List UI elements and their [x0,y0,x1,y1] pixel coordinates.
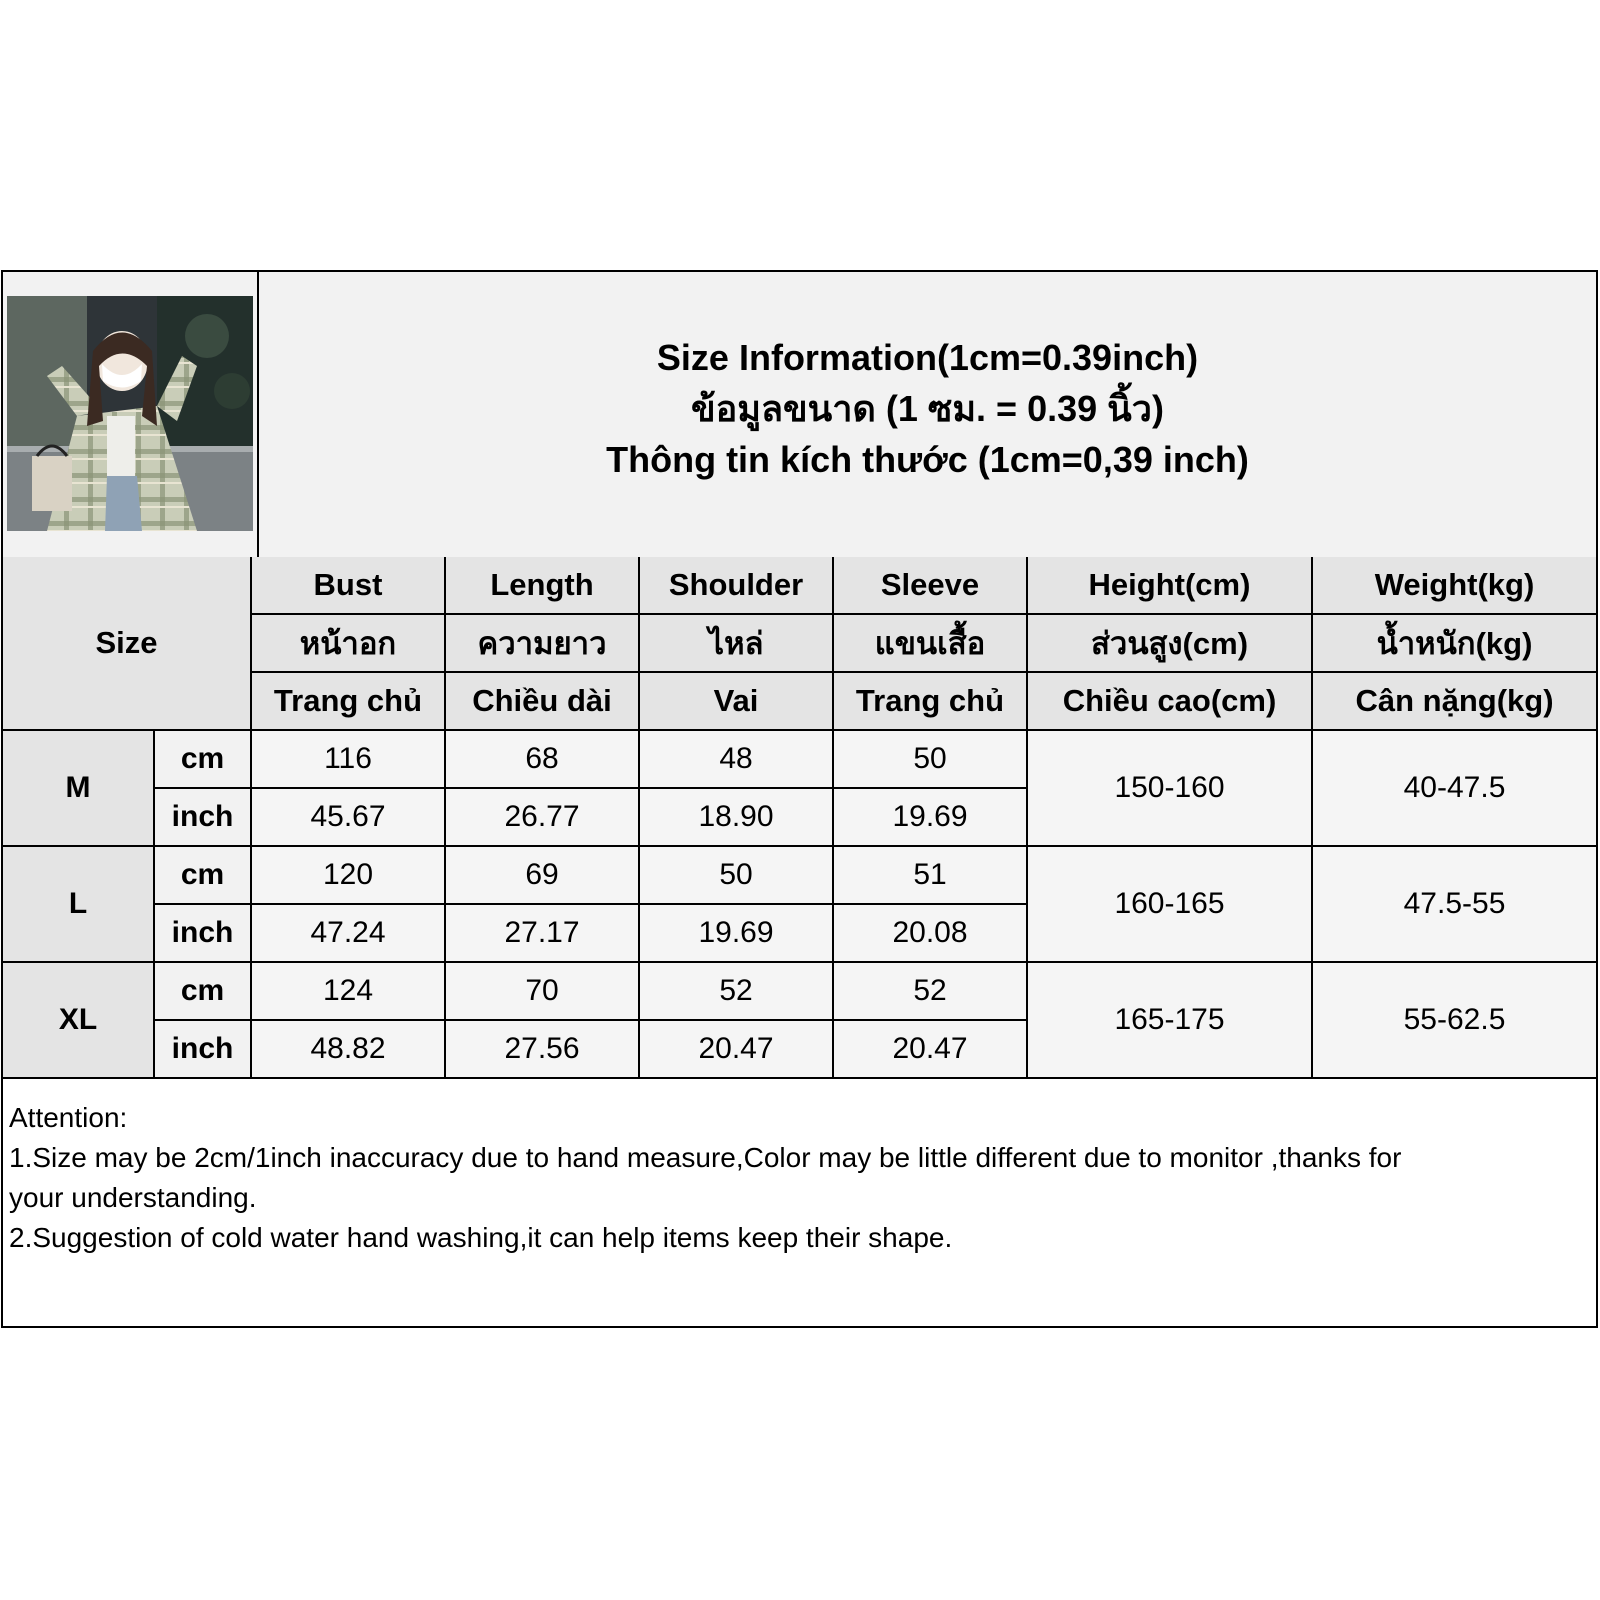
value-cell: 51 [833,846,1027,904]
size-chart-sheet [1,270,1598,1328]
unit-cell: inch [154,1020,251,1078]
value-cell: 124 [251,962,445,1020]
value-cell: 50 [639,846,833,904]
value-cell: 47.24 [251,904,445,962]
value-cell: 50 [833,730,1027,788]
note-line: your understanding. [9,1182,257,1213]
table-row [3,962,1596,1020]
column-header: แขนเสื้อ [833,614,1027,672]
model-in-plaid-shirt-image [7,296,253,531]
table-row [3,730,1596,788]
column-header: Length [445,557,639,614]
unit-cell: cm [154,730,251,788]
value-cell: 52 [833,962,1027,1020]
value-cell: 45.67 [251,788,445,846]
table-row [3,846,1596,904]
value-cell: 20.08 [833,904,1027,962]
product-photo [7,296,253,531]
value-cell: 19.69 [639,904,833,962]
size-name-cell: L [3,846,154,962]
unit-cell: inch [154,904,251,962]
header-band [3,272,1596,559]
height-range-cell: 150-160 [1027,730,1312,846]
size-name-cell: M [3,730,154,846]
value-cell: 19.69 [833,788,1027,846]
title-vietnamese: Thông tin kích thước (1cm=0,39 inch) [606,439,1249,480]
column-header: น้ำหนัก(kg) [1312,614,1596,672]
value-cell: 69 [445,846,639,904]
value-cell: 20.47 [639,1020,833,1078]
size-information-title [259,332,1596,485]
column-header: Vai [639,672,833,730]
product-photo-cell [3,272,259,557]
size-name-cell: XL [3,962,154,1078]
column-header: หน้าอก [251,614,445,672]
unit-cell: cm [154,962,251,1020]
note-line: 2.Suggestion of cold water hand washing,it can help items keep their shape. [9,1222,953,1253]
weight-range-cell: 40-47.5 [1312,730,1596,846]
value-cell: 120 [251,846,445,904]
weight-range-cell: 55-62.5 [1312,962,1596,1078]
value-cell: 20.47 [833,1020,1027,1078]
column-header: Shoulder [639,557,833,614]
column-header: Trang chủ [833,672,1027,730]
column-header: Trang chủ [251,672,445,730]
height-range-cell: 160-165 [1027,846,1312,962]
column-header: Bust [251,557,445,614]
column-header: Chiều cao(cm) [1027,672,1312,730]
value-cell: 27.17 [445,904,639,962]
height-range-cell: 165-175 [1027,962,1312,1078]
value-cell: 52 [639,962,833,1020]
column-header: Sleeve [833,557,1027,614]
value-cell: 116 [251,730,445,788]
column-header: ความยาว [445,614,639,672]
column-header: Weight(kg) [1312,557,1596,614]
column-header: Height(cm) [1027,557,1312,614]
weight-range-cell: 47.5-55 [1312,846,1596,962]
value-cell: 27.56 [445,1020,639,1078]
value-cell: 70 [445,962,639,1020]
note-line: 1.Size may be 2cm/1inch inaccuracy due to hand measure,Color may be little different due to monitor ,thanks for [9,1142,1402,1173]
value-cell: 48.82 [251,1020,445,1078]
value-cell: 18.90 [639,788,833,846]
attention-heading: Attention: [9,1102,128,1133]
value-cell: 68 [445,730,639,788]
value-cell: 48 [639,730,833,788]
title-english: Size Information(1cm=0.39inch) [656,337,1199,378]
title-thai: ข้อมูลขนาด (1 ซม. = 0.39 นิ้ว) [691,388,1164,429]
column-header: Chiều dài [445,672,639,730]
unit-cell: cm [154,846,251,904]
size-column-header: Size [3,557,251,730]
column-header: ส่วนสูง(cm) [1027,614,1312,672]
size-table [3,557,1596,1079]
column-header: ไหล่ [639,614,833,672]
column-header-row-english [3,557,1596,614]
value-cell: 26.77 [445,788,639,846]
attention-notes [9,1098,1594,1258]
unit-cell: inch [154,788,251,846]
column-header: Cân nặng(kg) [1312,672,1596,730]
